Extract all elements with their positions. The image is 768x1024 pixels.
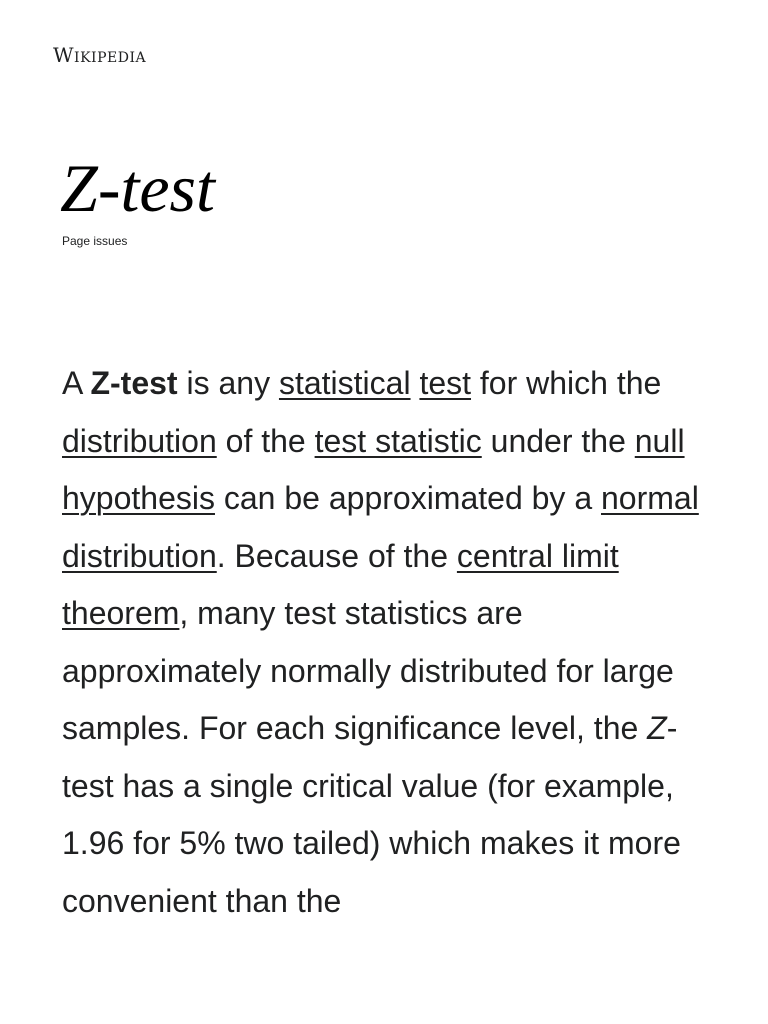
link-statistical[interactable]: statistical xyxy=(278,365,411,401)
link-test-statistic[interactable]: test statistic xyxy=(314,422,482,459)
lead-text: is any xyxy=(177,365,279,401)
lead-text: under the xyxy=(481,422,635,459)
link-central-limit-theorem[interactable]: central limit theorem xyxy=(62,537,619,631)
lead-text: for which the xyxy=(471,365,662,401)
lead-text: , many test statistics are approximately normally distributed for large samples. For each significance level, the xyxy=(62,595,674,746)
italic-z: Z xyxy=(647,710,667,746)
link-test[interactable]: test xyxy=(419,365,472,401)
page-title: Z-test xyxy=(60,150,215,226)
lead-paragraph xyxy=(62,355,712,930)
lead-text: A xyxy=(62,365,91,401)
wikipedia-wordmark[interactable]: Wikipedia xyxy=(53,43,147,67)
link-null-hypothesis[interactable]: null hypothesis xyxy=(62,422,685,516)
lead-text: -test has a single critical value (for example, 1.96 for 5% two tailed) which makes it more convenient than the xyxy=(62,710,681,919)
bold-term: Z-test xyxy=(90,365,178,401)
lead-text: of the xyxy=(216,422,315,459)
lead-text: can be approximated by a xyxy=(214,480,601,516)
link-normal-distribution[interactable]: normal distribution xyxy=(62,480,699,574)
link-distribution[interactable]: distribution xyxy=(62,422,217,459)
page-issues-link[interactable]: Page issues xyxy=(62,234,128,248)
lead-text: . Because of the xyxy=(216,537,457,574)
